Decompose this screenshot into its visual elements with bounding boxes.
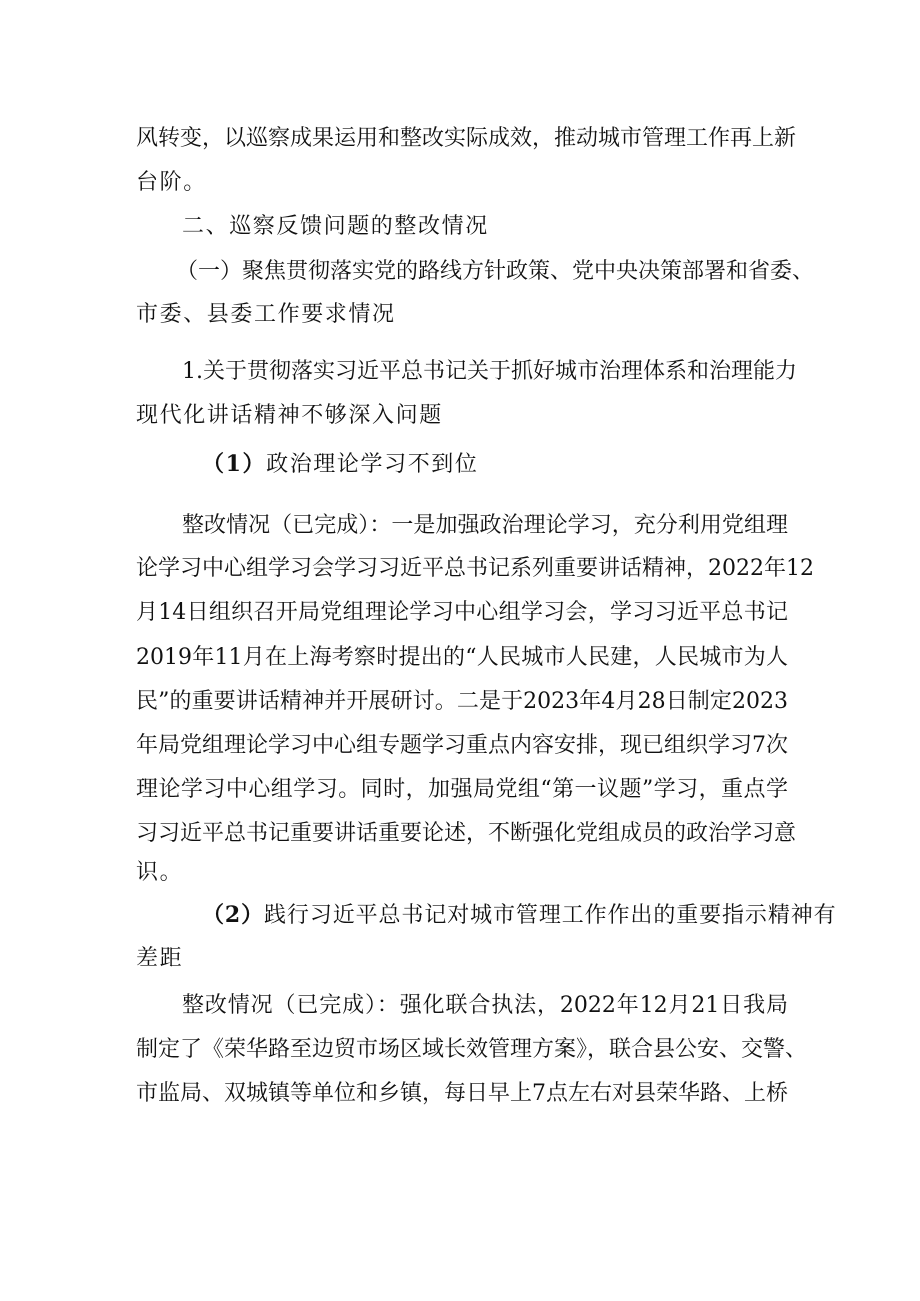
- text-line: 民”的重要讲话精神并开展研讨。二是于2023年4月28日制定2023: [136, 689, 788, 714]
- text-line: 台阶。: [136, 170, 207, 195]
- section-heading: 二、巡察反馈问题的整改情况: [182, 214, 489, 239]
- text-line: 理论学习中心组学习。同时，加强局党组“第一议题”学习，重点学: [136, 777, 788, 802]
- subitem-number: （2）: [202, 902, 265, 928]
- text-line: 习习近平总书记重要讲话重要论述，不断强化党组成员的政治学习意: [136, 821, 797, 846]
- subitem-number: （1）: [202, 451, 267, 477]
- text-line: 整改情况（已完成）：强化联合执法，2022年12月21日我局: [182, 993, 788, 1018]
- text-line: 整改情况（已完成）：一是加强政治理论学习，充分利用党组理: [182, 513, 788, 538]
- subitem-title: 践行习近平总书记对城市管理工作作出的重要指示精神有: [264, 903, 837, 928]
- text-line: 风转变，以巡察成果运用和整改实际成效，推动城市管理工作再上新: [136, 126, 797, 151]
- subitem-heading: [202, 449, 479, 480]
- text-line: 现代化讲话精神不够深入问题: [136, 403, 443, 428]
- text-line: 2019年11月在上海考察时提出的“人民城市人民建，人民城市为人: [136, 645, 788, 670]
- subitem-heading: [202, 900, 837, 931]
- text-line: 差距: [136, 946, 184, 971]
- text-line: 制定了《荣华路至边贸市场区域长效管理方案》，联合县公安、交警、: [136, 1037, 808, 1062]
- text-line: 识。: [136, 860, 184, 885]
- item-heading: 1.关于贯彻落实习近平总书记关于抓好城市治理体系和治理能力: [182, 359, 797, 384]
- subsection-heading: （一）聚焦贯彻落实党的路线方针政策、党中央决策部署和省委、: [176, 259, 815, 284]
- text-line: 市委、县委工作要求情况: [136, 302, 396, 327]
- text-line: 论学习中心组学习会学习习近平总书记系列重要讲话精神，2022年12: [136, 556, 814, 581]
- subitem-title: 政治理论学习不到位: [266, 452, 479, 477]
- text-line: 月14日组织召开局党组理论学习中心组学习会，学习习近平总书记: [136, 600, 788, 625]
- text-line: 年局党组理论学习中心组专题学习重点内容安排，现已组织学习7次: [136, 733, 788, 758]
- text-line: 市监局、双城镇等单位和乡镇，每日早上7点左右对县荣华路、上桥: [136, 1081, 788, 1106]
